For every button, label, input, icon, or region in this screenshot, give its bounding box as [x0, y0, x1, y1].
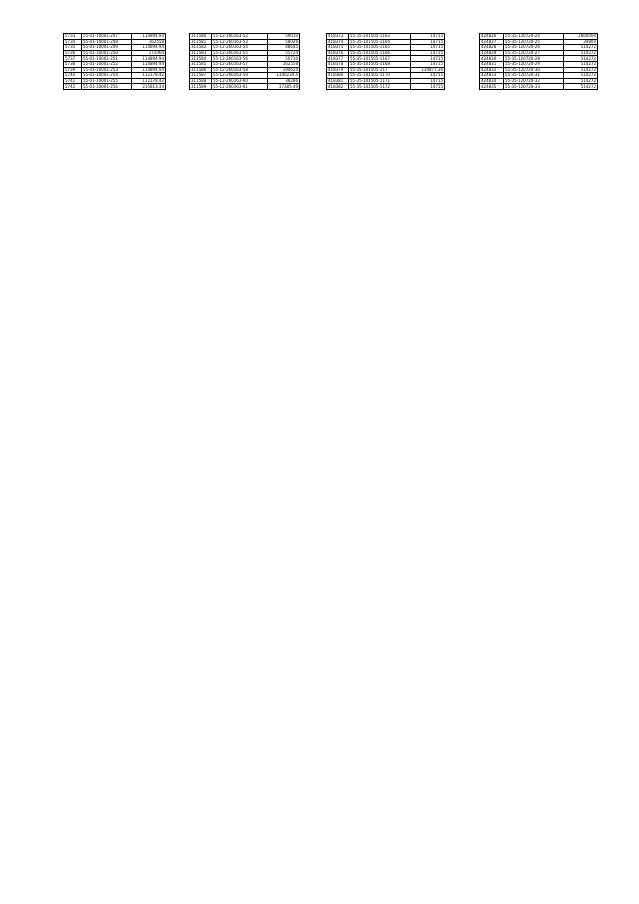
record-code: 55-01-10001-247 — [82, 34, 132, 40]
record-code: 55-35-101505-1171 — [349, 78, 411, 84]
amount: 114894.94 — [132, 67, 166, 73]
amount: 30800 — [564, 39, 598, 45]
amount: 162558 — [268, 61, 300, 67]
record-code: 55-12-260163-60 — [212, 78, 268, 84]
row-number: 5734 — [64, 39, 82, 45]
table-row — [190, 67, 300, 73]
amount: 514272 — [564, 45, 598, 51]
record-code: 55-01-10001-252 — [82, 61, 132, 67]
ledger-table — [479, 33, 598, 90]
amount: 14715 — [411, 56, 445, 62]
row-number: 424829 — [480, 50, 504, 56]
record-code: 55-35-120720-33 — [504, 84, 564, 90]
record-code: 55-12-260163-57 — [212, 61, 268, 67]
amount: 14715 — [411, 39, 445, 45]
amount: 59010 — [268, 34, 300, 40]
record-code: 55-35-101505-1167 — [349, 56, 411, 62]
record-code: 55-12-260163-55 — [212, 50, 268, 56]
amount: 112178.42 — [132, 78, 166, 84]
record-code: 55-01-10001-253 — [82, 67, 132, 73]
record-code: 55-12-260163-52 — [212, 34, 268, 40]
record-code: 55-35-101505-1163 — [349, 34, 411, 40]
row-number: 5742 — [64, 84, 82, 90]
row-number: 418376 — [327, 50, 349, 56]
column-group-3 — [326, 33, 445, 90]
record-code: 55-35-101505-1172 — [349, 84, 411, 90]
table-row — [190, 73, 300, 79]
row-number: 5740 — [64, 73, 82, 79]
record-code: 55-01-10001-251 — [82, 56, 132, 62]
row-number: 5733 — [64, 34, 82, 40]
column-group-2 — [189, 33, 300, 90]
amount: 514272 — [564, 73, 598, 79]
row-number: 424830 — [480, 56, 504, 62]
row-number: 418381 — [327, 78, 349, 84]
amount: 514272 — [564, 61, 598, 67]
record-code: 55-35-120720-25 — [504, 39, 564, 45]
record-code: 55-12-260163-54 — [212, 45, 268, 51]
record-code: 55-12-260163-61 — [212, 84, 268, 90]
record-code: 55-12-260163-53 — [212, 39, 268, 45]
amount: 50710 — [268, 56, 300, 62]
record-code: 55-35-101505-1165 — [349, 45, 411, 51]
column-group-4 — [479, 33, 598, 90]
amount: 55724 — [268, 50, 300, 56]
record-code: 55-01-10001-255 — [82, 78, 132, 84]
record-code: 55-35-120720-29 — [504, 61, 564, 67]
row-number: 311584 — [190, 56, 212, 62]
row-number: 418378 — [327, 61, 349, 67]
row-number: 418374 — [327, 39, 349, 45]
table-row — [190, 61, 300, 67]
record-code: 55-35-101505-117 — [349, 67, 411, 73]
amount: 14715 — [411, 78, 445, 84]
record-code: 55-35-120720-26 — [504, 45, 564, 51]
amount: 114894.94 — [132, 56, 166, 62]
amount: 38286 — [268, 78, 300, 84]
row-number: 424834 — [480, 78, 504, 84]
amount: 514272 — [564, 56, 598, 62]
row-number: 424827 — [480, 39, 504, 45]
record-code: 55-35-120720-27 — [504, 50, 564, 56]
row-number: 424828 — [480, 45, 504, 51]
record-code: 55-35-120720-32 — [504, 78, 564, 84]
row-number: 418382 — [327, 84, 349, 90]
row-number: 311585 — [190, 61, 212, 67]
amount: 14715 — [411, 50, 445, 56]
amount: 2660000 — [564, 34, 598, 40]
amount: 514272 — [564, 84, 598, 90]
record-code: 55-35-120720-31 — [504, 73, 564, 79]
amount: 134877.36 — [411, 67, 445, 73]
row-number: 5737 — [64, 56, 82, 62]
row-number: 418377 — [327, 56, 349, 62]
record-code: 55-35-120720-30 — [504, 67, 564, 73]
amount: 114894.94 — [132, 45, 166, 51]
row-number: 311582 — [190, 45, 212, 51]
row-number: 418379 — [327, 67, 349, 73]
row-number: 424831 — [480, 61, 504, 67]
row-number: 424826 — [480, 34, 504, 40]
table-row — [480, 84, 598, 90]
row-number: 424833 — [480, 73, 504, 79]
amount: 14715 — [411, 45, 445, 51]
amount: 14715 — [411, 34, 445, 40]
ledger-table — [326, 33, 445, 90]
record-code: 55-01-10001-256 — [82, 84, 132, 90]
amount: 514272 — [564, 50, 598, 56]
record-code: 55-01-10001-249 — [82, 45, 132, 51]
amount: 37385.49 — [268, 84, 300, 90]
row-number: 5741 — [64, 78, 82, 84]
table-row — [64, 84, 166, 90]
amount: 114894.94 — [132, 61, 166, 67]
ledger-table — [189, 33, 300, 90]
amount: 112178.42 — [132, 73, 166, 79]
row-number: 418380 — [327, 73, 349, 79]
amount: 14715 — [411, 73, 445, 79]
amount: 114894.94 — [132, 34, 166, 40]
row-number: 5739 — [64, 67, 82, 73]
amount: 215813.34 — [132, 84, 166, 90]
row-number: 311587 — [190, 73, 212, 79]
amount: 514272 — [564, 67, 598, 73]
amount: 58026 — [268, 39, 300, 45]
row-number: 5736 — [64, 50, 82, 56]
record-code: 55-01-10001-250 — [82, 50, 132, 56]
row-number: 418375 — [327, 45, 349, 51]
record-code: 55-35-101505-1168 — [349, 61, 411, 67]
row-number: 311588 — [190, 78, 212, 84]
record-code: 55-35-120720-28 — [504, 56, 564, 62]
amount: 194624 — [268, 67, 300, 73]
table-row — [190, 84, 300, 90]
row-number: 311589 — [190, 84, 212, 90]
row-number: 424832 — [480, 67, 504, 73]
record-code: 55-35-101505-1166 — [349, 50, 411, 56]
record-code: 55-01-10001-248 — [82, 39, 132, 45]
record-code: 55-35-120720-24 — [504, 34, 564, 40]
amount: 14715 — [411, 84, 445, 90]
amount: 1340234.4 — [268, 73, 300, 79]
record-code: 55-01-10001-254 — [82, 73, 132, 79]
amount: 48645 — [268, 45, 300, 51]
amount: 162558 — [132, 39, 166, 45]
row-number: 5735 — [64, 45, 82, 51]
row-number: 424835 — [480, 84, 504, 90]
record-code: 55-12-260163-59 — [212, 73, 268, 79]
amount: 514272 — [564, 78, 598, 84]
ledger-table — [63, 33, 166, 90]
row-number: 311581 — [190, 39, 212, 45]
record-code: 55-35-101505-1170 — [349, 73, 411, 79]
record-code: 55-12-260163-56 — [212, 56, 268, 62]
table-row — [327, 84, 445, 90]
column-group-1 — [63, 33, 166, 90]
record-code: 55-12-260163-58 — [212, 67, 268, 73]
row-number: 418373 — [327, 34, 349, 40]
row-number: 311583 — [190, 50, 212, 56]
row-number: 311580 — [190, 34, 212, 40]
amount: 171064 — [132, 50, 166, 56]
row-number: 311586 — [190, 67, 212, 73]
record-code: 55-35-101505-1164 — [349, 39, 411, 45]
row-number: 5738 — [64, 61, 82, 67]
amount: 14715 — [411, 61, 445, 67]
